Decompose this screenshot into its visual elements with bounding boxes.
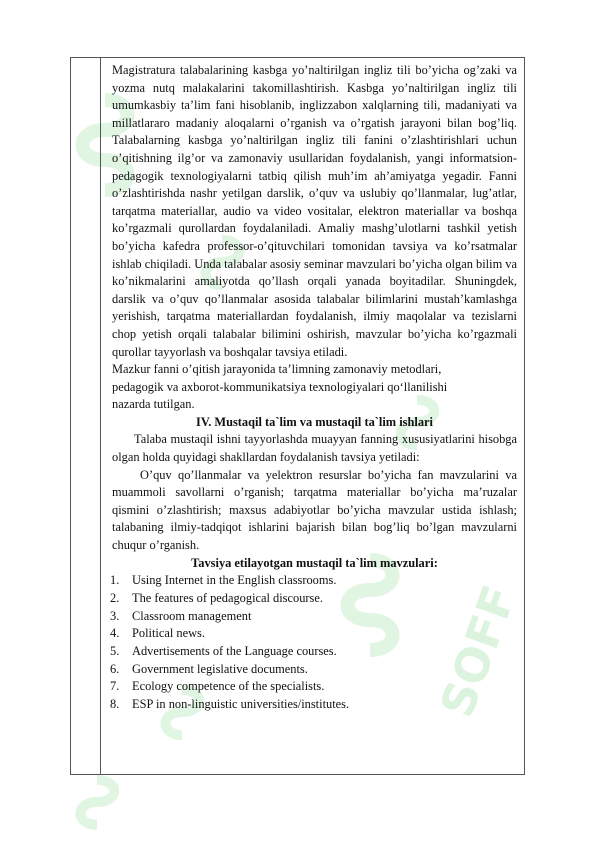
list-item-text: Government legislative documents. bbox=[132, 661, 308, 676]
list-item-text: Ecology competence of the specialists. bbox=[132, 679, 325, 694]
paragraph-independent-work: Talaba mustaqil ishni tayyorlashda muayyan fanning xususiyatlarini hisobga olgan holda quyidagi shakllardan foydalanish tavsiya yetiladi: bbox=[112, 432, 517, 465]
list-item-number: 8. bbox=[110, 697, 120, 712]
list-item-text: The features of pedagogical discourse. bbox=[132, 590, 323, 605]
list-item-number: 2. bbox=[110, 590, 120, 605]
list-item-number: 3. bbox=[110, 608, 120, 623]
topics-list bbox=[112, 572, 517, 714]
list-item-number: 5. bbox=[110, 644, 120, 659]
list-item bbox=[112, 696, 517, 714]
list-item-text: Advertisements of the Language courses. bbox=[132, 644, 337, 659]
list-item-text: ESP in non-linguistic universities/institutes. bbox=[132, 697, 350, 712]
list-item-number: 1. bbox=[110, 573, 120, 588]
paragraph-methods-line-1: Mazkur fanni o’qitish jarayonida ta’limning zamonaviy metodlari, bbox=[112, 362, 442, 377]
list-item bbox=[112, 643, 517, 661]
list-item-number: 6. bbox=[110, 661, 120, 676]
list-item bbox=[112, 661, 517, 679]
list-item-number: 4. bbox=[110, 626, 120, 641]
list-item-text: Classroom management bbox=[132, 608, 252, 623]
list-item bbox=[112, 572, 517, 590]
section-heading: IV. Mustaqil ta`lim va mustaqil ta`lim ishlari bbox=[196, 414, 433, 429]
list-item bbox=[112, 625, 517, 643]
list-item bbox=[112, 590, 517, 608]
paragraph-main: Magistratura talabalarining kasbga yo’naltirilgan ingliz tili bo’yicha og’zaki va yozma nutq malakalarini takomillashtirish. Kasbga yo’naltirilgan ingliz tili umumkasbiy ta’lim fani hisoblanib, inglizzabon xalqlarning tili, madaniyati va millatlararo madaniy aloqalarni o’rganish va o’rgatish jarayoni bilan bog’liq. Talabalarning kasbga yo’naltirilgan ingliz tili fanini o’zlashtirishlari uchun o’qitishning ilg’or va zamonaviy usullaridan foydalanish, yangi informatsion-pedagogik texnologiyalarni tatbiq qilish muh’im ah’amiyatga yegadir. Fanni o’zlashtirishda nashr yetilgan darslik, o’quv va uslubiy qo’llanmalar, lug’atlar, tarqatma materiallar, audio va video vositalar, elektron materiallar va boshqa ko’rgazmali qurollardan foydalaniladi. Amaliy mashg’ulotlarni tashkil yetish bo’yicha kafedra professor-o’qituvchilari tomonidan tavsiya va ko’rsatmalar ishlab chiqiladi. Unda talabalar asosiy seminar mavzulari bo’yicha olgan bilim va ko’nikmalarini amaliyotda qo’llash orqali yanada boyitadilar. Shuningdek, darslik va o’quv qo’llanmalar asosida talabalar bilimlarini mustah’kamlashga yerishish, tarqatma materiallardan foydalanish, ilmiy maqolalar va tezislarni chop yetish orqali talabalar bilimini oshirish, mavzular bo’yicha ko’rgazmali qurollar tayyorlash va boshqalar tavsiya etiladi. bbox=[112, 63, 517, 359]
list-item bbox=[112, 608, 517, 626]
list-item-text: Using Internet in the English classrooms. bbox=[132, 573, 337, 588]
paragraph-methods-line-2: pedagogik va axborot-kommunikatsiya texnologiyalari qo‘llanilishi bbox=[112, 379, 448, 394]
watermark-text: SOFF bbox=[429, 578, 527, 724]
topics-heading: Tavsiya etilayotgan mustaqil ta`lim mavzulari: bbox=[191, 555, 438, 570]
list-item-number: 7. bbox=[110, 679, 120, 694]
list-item-text: Political news. bbox=[132, 626, 205, 641]
paragraph-methods-line-3: nazarda tutilgan. bbox=[112, 397, 195, 412]
list-item bbox=[112, 678, 517, 696]
document-cell-content bbox=[112, 62, 517, 714]
paragraph-work-forms: O’quv qo’llanmalar va yelektron resurslar bo’yicha fan mavzularini va muammoli savollarni o’rganish; tarqatma materiallar bo’yicha ma’ruzalar qismini o’zlashtirish; maxsus adabiyotlar bo’yicha mavzular ustida ishlash; talabaning ilmiy-tadqiqot ishlarini bajarish bilan bog’liq bo’lgan mavzularni chuqur o’rganish. bbox=[112, 467, 517, 553]
table-column-divider bbox=[100, 57, 101, 775]
